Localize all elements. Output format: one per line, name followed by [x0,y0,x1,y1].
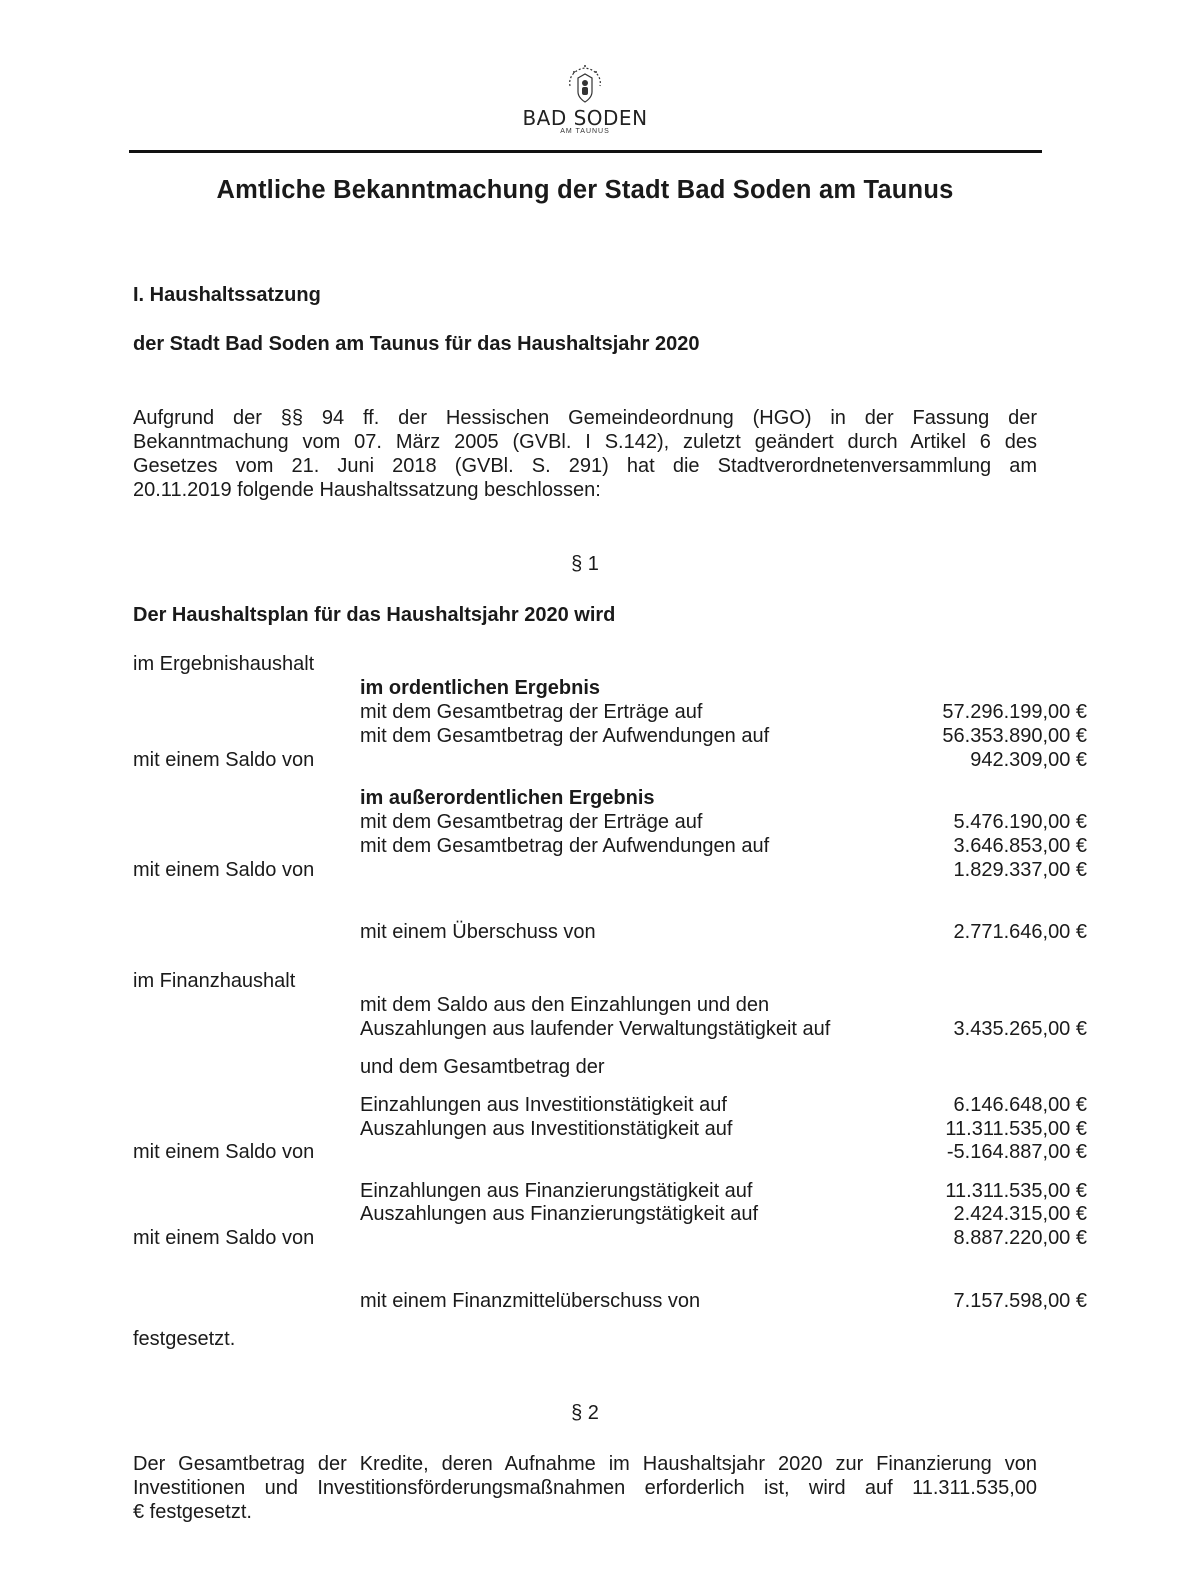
finanzierung-aus-label: Auszahlungen aus Finanzierungstätigkeit auf [360,1203,759,1225]
invest-ein-label: Einzahlungen aus Investitionstätigkeit auf [360,1094,727,1116]
verwaltung-label-line2: Auszahlungen aus laufender Verwaltungstätigkeit auf [360,1018,831,1040]
finanzierung-saldo-label: mit einem Saldo von [133,1227,315,1249]
section-title: I. Haushaltssatzung [133,284,321,306]
logo-subtitle: AM TAUNUS [560,128,610,135]
ordentlich-ertraege-value: 57.296.199,00 € [942,701,1087,723]
logo-wordmark: BAD SODEN [522,106,648,130]
finanzierung-saldo-value: 8.887.220,00 € [953,1227,1087,1249]
ordentlich-ertraege-label: mit dem Gesamtbetrag der Erträge auf [360,701,703,723]
ausserordentlich-aufwendungen-label: mit dem Gesamtbetrag der Aufwendungen auf [360,835,770,857]
intro-line: 20.11.2019 folgende Haushaltssatzung beschlossen: [133,479,601,501]
ausserordentlich-ertraege-label: mit dem Gesamtbetrag der Erträge auf [360,811,703,833]
ausserordentlich-saldo-label: mit einem Saldo von [133,859,315,881]
invest-saldo-label: mit einem Saldo von [133,1141,315,1163]
ordentlich-aufwendungen-value: 56.353.890,00 € [942,725,1087,747]
invest-ein-value: 6.146.648,00 € [953,1094,1087,1116]
intro-line: Aufgrund der §§ 94 ff. der Hessischen Gemeindeordnung (HGO) in der Fassung der [133,407,1037,429]
finanzmittel-value: 7.157.598,00 € [953,1290,1087,1312]
city-logo [520,64,650,142]
invest-saldo-value: -5.164.887,00 € [946,1141,1087,1163]
invest-aus-label: Auszahlungen aus Investitionstätigkeit auf [360,1118,733,1140]
finanzmittel-label: mit einem Finanzmittelüberschuss von [360,1290,701,1312]
finanzierung-aus-value: 2.424.315,00 € [953,1203,1087,1225]
ausserordentlich-saldo-value: 1.829.337,00 € [953,859,1087,881]
header-rule [129,150,1042,153]
ausserordentlich-ertraege-value: 5.476.190,00 € [953,811,1087,833]
ueberschuss-label: mit einem Überschuss von [360,921,596,943]
credit-line: Der Gesamtbetrag der Kredite, deren Aufnahme im Haushaltsjahr 2020 zur Finanzierung von [133,1453,1037,1475]
intro-line: Bekanntmachung vom 07. März 2005 (GVBl. I S.142), zuletzt geändert durch Artikel 6 des [133,431,1037,453]
coat-of-arms-icon [562,64,608,106]
ordentlich-saldo-value: 942.309,00 € [970,749,1087,771]
ordentlich-heading: im ordentlichen Ergebnis [360,677,601,699]
ueberschuss-value: 2.771.646,00 € [953,921,1087,943]
section-subtitle: der Stadt Bad Soden am Taunus für das Haushaltsjahr 2020 [133,333,700,355]
invest-aus-value: 11.311.535,00 € [945,1118,1087,1140]
paragraph-number: § 1 [571,553,599,575]
paragraph-number: § 2 [571,1402,599,1424]
credit-line: € festgesetzt. [133,1501,252,1523]
credit-line: Investitionen und Investitionsförderungsmaßnahmen erforderlich ist, wird auf 11.311.535,00 [133,1477,1037,1499]
finanz-label: im Finanzhaushalt [133,970,296,992]
intro-line: Gesetzes vom 21. Juni 2018 (GVBl. S. 291) hat die Stadtverordnetenversammlung am [133,455,1037,477]
ordentlich-aufwendungen-label: mit dem Gesamtbetrag der Aufwendungen auf [360,725,770,747]
verwaltung-label-line1: mit dem Saldo aus den Einzahlungen und den [360,994,770,1016]
ordentlich-saldo-label: mit einem Saldo von [133,749,315,771]
finanzierung-ein-value: 11.311.535,00 € [945,1180,1087,1202]
ausserordentlich-heading: im außerordentlichen Ergebnis [360,787,655,809]
gesamtbetrag-label: und dem Gesamtbetrag der [360,1056,605,1078]
verwaltung-value: 3.435.265,00 € [953,1018,1087,1040]
ergebnis-label: im Ergebnishaushalt [133,653,315,675]
finanzierung-ein-label: Einzahlungen aus Finanzierungstätigkeit auf [360,1180,753,1202]
ausserordentlich-aufwendungen-value: 3.646.853,00 € [953,835,1087,857]
intro-paragraph [133,406,1037,502]
festgesetzt-text: festgesetzt. [133,1328,236,1350]
paragraph-heading: Der Haushaltsplan für das Haushaltsjahr 2020 wird [133,604,616,626]
document-title: Amtliche Bekanntmachung der Stadt Bad Soden am Taunus [216,176,954,204]
credit-paragraph [133,1452,1037,1524]
